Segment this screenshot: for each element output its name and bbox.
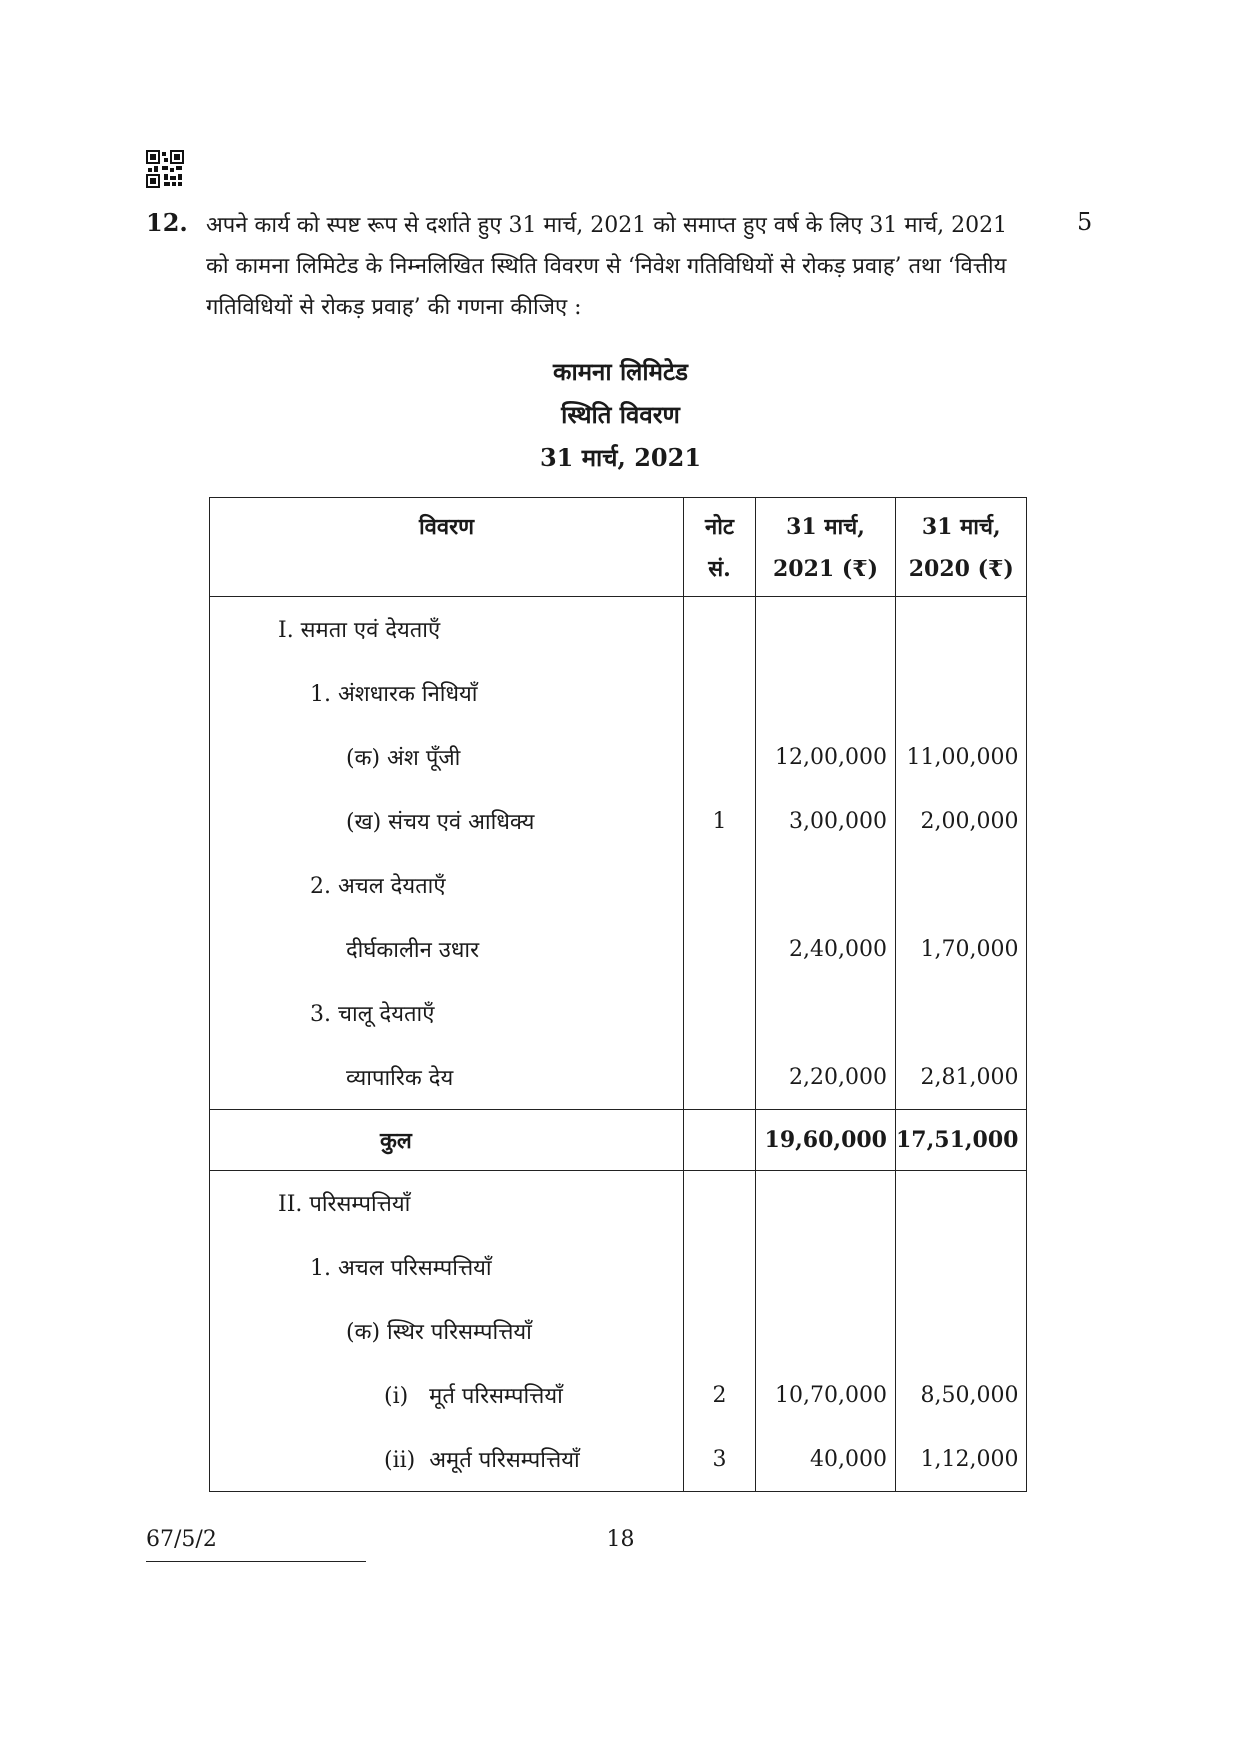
table-row: (i) मूर्त परिसम्पत्तियाँ 2 10,70,000 8,50,000 [210, 1363, 1027, 1427]
row-label: II. परिसम्पत्तियाँ [210, 1171, 684, 1236]
header-particulars: विवरण [210, 498, 684, 597]
balance-sheet-table [209, 497, 1027, 1492]
row-label: 3. चालू देयताएँ [210, 981, 684, 1045]
statement-title: स्थिति विवरण [561, 400, 680, 429]
qr-code-icon [146, 150, 184, 188]
page-number: 18 [606, 1527, 635, 1552]
table-row [210, 661, 1027, 725]
table-row [210, 981, 1027, 1045]
paper-code: 67/5/2 [146, 1527, 217, 1552]
row-label: (क) स्थिर परिसम्पत्तियाँ [210, 1299, 684, 1363]
table-row [210, 1171, 1027, 1236]
row-label: (ii) अमूर्त परिसम्पत्तियाँ [210, 1427, 684, 1492]
row-label: 1. अंशधारक निधियाँ [210, 661, 684, 725]
total-label: कुल [210, 1110, 684, 1171]
total-2020: 17,51,000 [896, 1110, 1027, 1171]
row-label: व्यापारिक देय [210, 1045, 684, 1110]
table-row [210, 597, 1027, 662]
footer-divider [146, 1561, 366, 1562]
row-label: दीर्घकालीन उधार [210, 917, 684, 981]
total-row [210, 1110, 1027, 1171]
table-row: दीर्घकालीन उधार 2,40,000 1,70,000 [210, 917, 1027, 981]
table-row: व्यापारिक देय 2,20,000 2,81,000 [210, 1045, 1027, 1110]
row-label: I. समता एवं देयताएँ [210, 597, 684, 662]
total-2021: 19,60,000 [756, 1110, 896, 1171]
header-2021: 31 मार्च, 2021 (₹) [756, 498, 896, 597]
table-row [210, 853, 1027, 917]
question-text: अपने कार्य को स्पष्ट रूप से दर्शाते हुए 31 मार्च, 2021 को समाप्त हुए वर्ष के लिए 31 मार्च, 2021 को कामना लिमिटेड के निम्नलिखित स्थिति विवरण से ‘निवेश गतिविधियों से रोकड़ प्रवाह’ तथा ‘वित्तीय गतिविधियों से रोकड़ प्रवाह’ की गणना कीजिए : [206, 213, 1008, 320]
table-row [210, 1299, 1027, 1363]
row-label: (क) अंश पूँजी [210, 725, 684, 789]
table-row: (ख) संचय एवं आधिक्य 1 3,00,000 2,00,000 [210, 789, 1027, 853]
table-row: (ii) अमूर्त परिसम्पत्तियाँ 3 40,000 1,12,000 [210, 1427, 1027, 1492]
company-name: कामना लिमिटेड [553, 357, 688, 386]
header-2020: 31 मार्च, 2020 (₹) [896, 498, 1027, 597]
row-label: (i) मूर्त परिसम्पत्तियाँ [210, 1363, 684, 1427]
statement-date: 31 मार्च, 2021 [539, 443, 702, 472]
table-header-row [210, 498, 1027, 597]
row-label: (ख) संचय एवं आधिक्य [210, 789, 684, 853]
row-label: 2. अचल देयताएँ [210, 853, 684, 917]
table-row: (क) अंश पूँजी 12,00,000 11,00,000 [210, 725, 1027, 789]
question-marks: 5 [1077, 208, 1093, 236]
row-label: 1. अचल परिसम्पत्तियाँ [210, 1235, 684, 1299]
header-note: नोट सं. [684, 498, 756, 597]
table-row [210, 1235, 1027, 1299]
question-number: 12. [146, 208, 188, 237]
